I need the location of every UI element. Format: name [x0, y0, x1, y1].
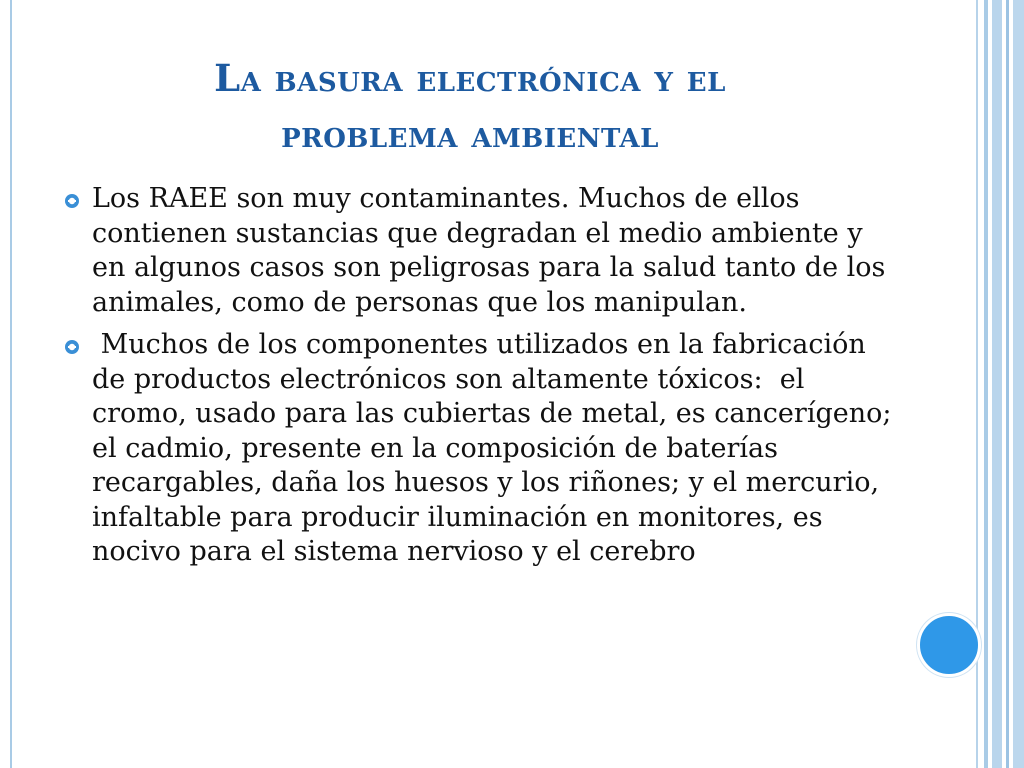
bullet-item — [64, 182, 894, 320]
title-line-1: La basura electrónica y el — [214, 56, 726, 100]
stripe — [1006, 0, 1009, 768]
left-border-line — [10, 0, 12, 768]
link-bullet-icon — [64, 339, 80, 355]
bullet-list — [64, 182, 901, 578]
bullet-text: Los RAEE son muy contaminantes. Muchos de ellos contienen sustancias que degradan el medio ambiente y en algunos casos son peligrosas para la salud tanto de los animales, como de personas que los manipulan. — [92, 183, 894, 318]
bullet-text: Muchos de los componentes utilizados en la fabricación de productos electrónicos son altamente tóxicos: el cromo, usado para las cubiertas de metal, es cancerígeno; el cadmio, presente en la composición de baterías recargables, daña los huesos y los riñones; y el mercurio, infaltable para producir iluminación en monitores, es nocivo para el sistema nervioso y el cerebro — [92, 329, 901, 567]
right-decorative-stripes — [976, 0, 1024, 768]
stripe — [984, 0, 988, 768]
title-line-2: problema ambiental — [281, 112, 659, 156]
bullet-item — [64, 328, 901, 570]
slide-title — [90, 50, 850, 162]
stripe — [1013, 0, 1024, 768]
link-bullet-icon — [64, 193, 80, 209]
decorative-circle — [917, 613, 981, 677]
stripe — [992, 0, 1002, 768]
